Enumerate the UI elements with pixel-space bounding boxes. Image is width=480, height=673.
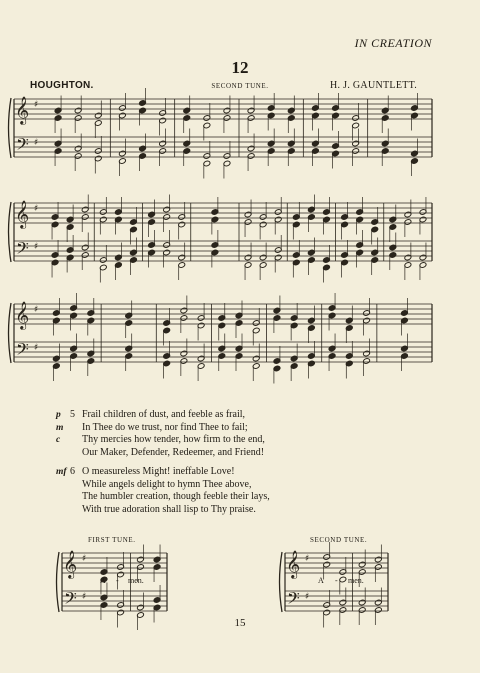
brace — [9, 202, 12, 262]
verse-line — [56, 421, 265, 435]
dynamic-mark: m — [56, 422, 64, 433]
verse-5 — [56, 409, 265, 459]
treble-clef: 𝄞 — [286, 550, 301, 578]
bass-clef: 𝄢 — [16, 134, 29, 158]
bass-clef: 𝄢 — [16, 339, 29, 363]
section-title: IN CREATION — [354, 36, 432, 50]
verse-line — [56, 434, 265, 447]
bass-clef: 𝄢 — [287, 588, 300, 612]
key-signature: ♯ — [82, 592, 87, 602]
treble-clef: 𝄞 — [15, 96, 30, 124]
treble-clef: 𝄞 — [15, 301, 30, 329]
brace — [280, 552, 283, 612]
brace — [9, 303, 12, 363]
bass-clef: 𝄢 — [64, 588, 77, 612]
verse-text: With true adoration shall lisp to Thy praise. — [82, 503, 256, 515]
key-signature: ♯ — [34, 242, 39, 252]
dynamic-mark: c — [56, 435, 61, 446]
verse-text: The humbler creation, though feeble their lays, — [82, 491, 270, 503]
amen-syllable: men. — [128, 576, 144, 585]
verse-text: Our Maker, Defender, Redeemer, and Friend! — [82, 446, 265, 458]
amen-syllable: men. — [348, 576, 364, 585]
page-number: 15 — [234, 617, 246, 629]
key-signature: ♯ — [34, 204, 39, 214]
amen-syllable: A — [318, 576, 324, 585]
verse-text: O measureless Might! ineffable Love! — [82, 466, 235, 477]
verse-text: Frail children of dust, and feeble as frail, — [82, 409, 245, 420]
verse-6 — [56, 466, 270, 516]
verse-line — [82, 447, 265, 460]
bass-clef: 𝄢 — [16, 238, 29, 262]
verse-text: While angels delight to hymn Thee above, — [82, 478, 252, 490]
verse-line — [82, 491, 270, 504]
verse-number: 6 — [70, 466, 75, 477]
key-signature: ♯ — [34, 138, 39, 148]
verse-text: In Thee do we trust, nor find Thee to fail; — [82, 421, 248, 433]
treble-clef: 𝄞 — [15, 200, 30, 228]
tune-type-label: SECOND TUNE. — [211, 82, 269, 90]
dynamic-mark: mf — [56, 467, 67, 477]
hymn-number: 12 — [231, 58, 249, 77]
key-signature: ♯ — [34, 343, 39, 353]
composer-name: H. J. GAUNTLETT. — [330, 80, 418, 91]
brace — [57, 552, 60, 612]
verse-line — [82, 504, 270, 517]
key-signature: ♯ — [305, 592, 310, 602]
amen-hyphen: - — [335, 576, 338, 585]
amen-syllable: A — [100, 576, 106, 585]
brace — [9, 98, 12, 158]
amen-hyphen: - — [116, 576, 119, 585]
verse-line — [56, 466, 270, 479]
key-signature: ♯ — [305, 554, 310, 564]
verse-number: 5 — [70, 409, 75, 420]
key-signature: ♯ — [34, 100, 39, 110]
key-signature: ♯ — [82, 554, 87, 564]
dynamic-mark: p — [56, 410, 61, 420]
verse-line — [82, 479, 270, 492]
key-signature: ♯ — [34, 305, 39, 315]
amen-first-tune-label: FIRST TUNE. — [88, 536, 136, 544]
tune-name: HOUGHTON. — [30, 80, 94, 91]
verse-line — [56, 409, 265, 422]
verse-text: Thy mercies how tender, how firm to the end, — [82, 434, 265, 446]
amen-second-tune-label: SECOND TUNE. — [310, 536, 368, 544]
treble-clef: 𝄞 — [63, 550, 78, 578]
